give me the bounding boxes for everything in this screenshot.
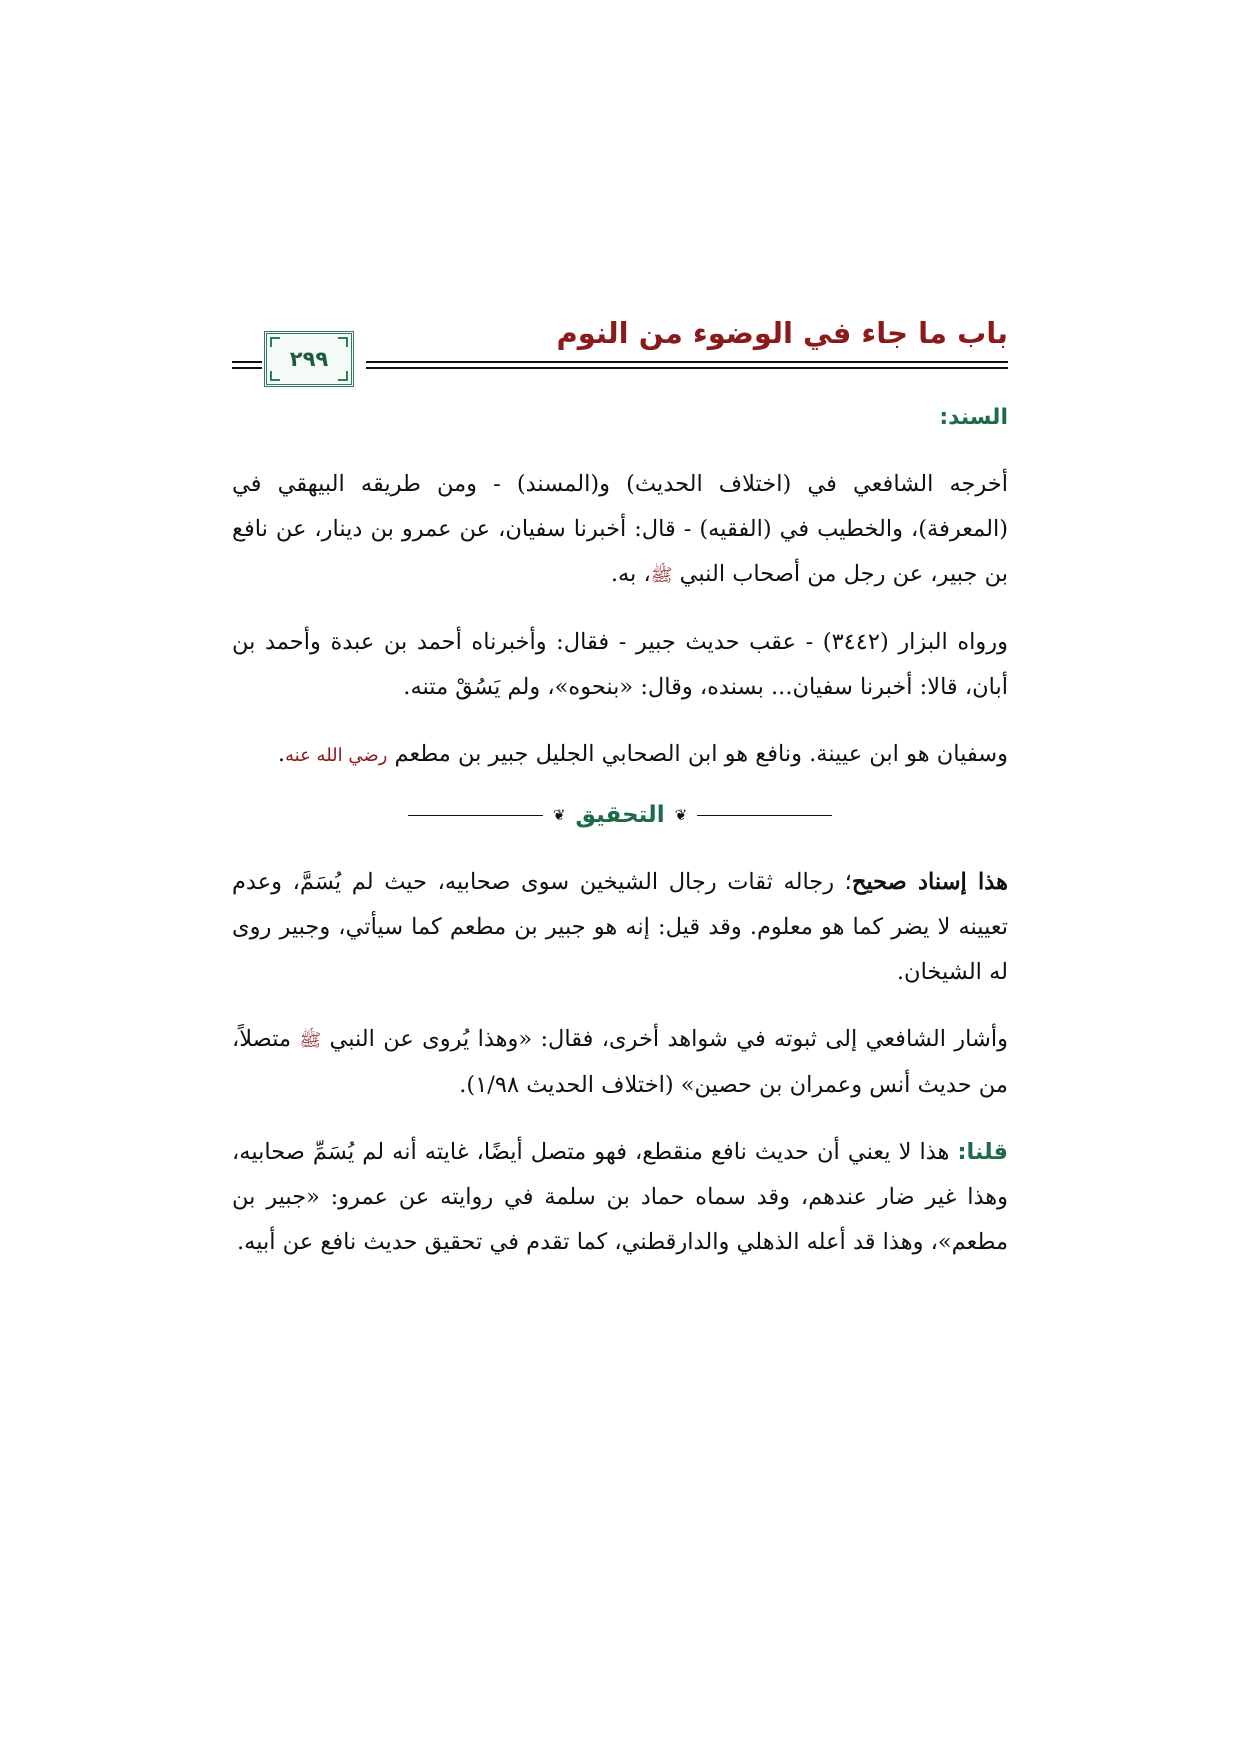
paragraph-bazzar: ورواه البزار (٣٤٤٢) - عقب حديث جبير - فقال: وأخبرناه أحمد بن عبدة وأحمد بن أبان، قالا: أخبرنا سفيان... بسنده، وقال: «بنحوه»، ولم يَسُقْ متنه. xyxy=(232,629,1008,700)
paragraph-text: وسفيان هو ابن عيينة. ونافع هو ابن الصحابي الجليل جبير بن مطعم xyxy=(394,741,1008,767)
paragraph-text: متصلاً، من حديث أنس وعمران بن حصين» (اختلاف الحديث ١/٩٨). xyxy=(232,1026,1008,1098)
paragraph-text: ، به. xyxy=(610,561,651,587)
tahqiq-heading: التحقيق xyxy=(575,802,665,828)
page-number: ٢٩٩ xyxy=(289,347,329,371)
ornament-icon: ❦ xyxy=(552,806,566,824)
divider-line xyxy=(408,815,543,816)
page-number-badge xyxy=(264,331,354,387)
ornament-corner xyxy=(338,337,348,347)
ornament-icon: ❦ xyxy=(674,806,688,824)
sanad-heading: السند: xyxy=(939,405,1008,430)
paragraph-rijal xyxy=(232,732,1008,778)
chapter-title: باب ما جاء في الوضوء من النوم xyxy=(556,316,1008,350)
header-rule-short xyxy=(232,367,262,369)
paragraph-text: أخرجه الشافعي في (اختلاف الحديث) و(المسند) - ومن طريقه البيهقي في (المعرفة)، والخطيب في (الفقيه) - قال: أخبرنا سفيان، عن عمرو بن دينار، عن نافع بن جبير، عن رجل من أصحاب النبي xyxy=(232,471,1008,587)
section-divider xyxy=(232,800,1008,830)
ornament-corner xyxy=(338,371,348,381)
paragraph-text: هذا لا يعني أن حديث نافع منقطع، فهو متصل أيضًا، غايته أنه لم يُسَمِّ صحابيه، وهذا غير ضار عندهم، وقد سماه حماد بن سلمة في روايته عن عمرو: «جبير بن مطعم»، وهذا قد أعله الذهلي والدارقطني، كما تقدم في تحقيق حديث نافع عن أبيه. xyxy=(232,1139,1008,1255)
qulna-label: قلنا: xyxy=(957,1139,1009,1165)
page-body xyxy=(232,405,1008,1287)
divider-line xyxy=(697,815,832,816)
paragraph-takhrij xyxy=(232,462,1008,598)
ornament-corner xyxy=(270,337,280,347)
paragraph-isnad xyxy=(232,860,1008,995)
ornament-corner xyxy=(270,371,280,381)
paragraph-shawahid xyxy=(232,1017,1008,1108)
header-rule-short xyxy=(232,361,262,363)
salawat-glyph: ﷺ xyxy=(299,1030,322,1051)
paragraph-qulna xyxy=(232,1130,1008,1265)
isnad-verdict: هذا إسناد صحيح xyxy=(851,869,1008,895)
header-rule xyxy=(366,367,1008,369)
paragraph-text: وأشار الشافعي إلى ثبوته في شواهد أخرى، فقال: «وهذا يُروى عن النبي xyxy=(329,1026,1008,1052)
paragraph-text: . xyxy=(277,741,286,767)
paragraph-text: ؛ رجاله ثقات رجال الشيخين سوى صحابيه، حيث لم يُسَمَّ، وعدم تعيينه لا يضر كما هو معلوم. وقد قيل: إنه هو جبير بن مطعم كما سيأتي، وجبير روى له الشيخان. xyxy=(232,869,1008,985)
radiallahu-glyph: رضي الله عنه xyxy=(285,745,388,766)
salawat-glyph: ﷺ xyxy=(650,565,673,586)
header-rule xyxy=(366,361,1008,363)
